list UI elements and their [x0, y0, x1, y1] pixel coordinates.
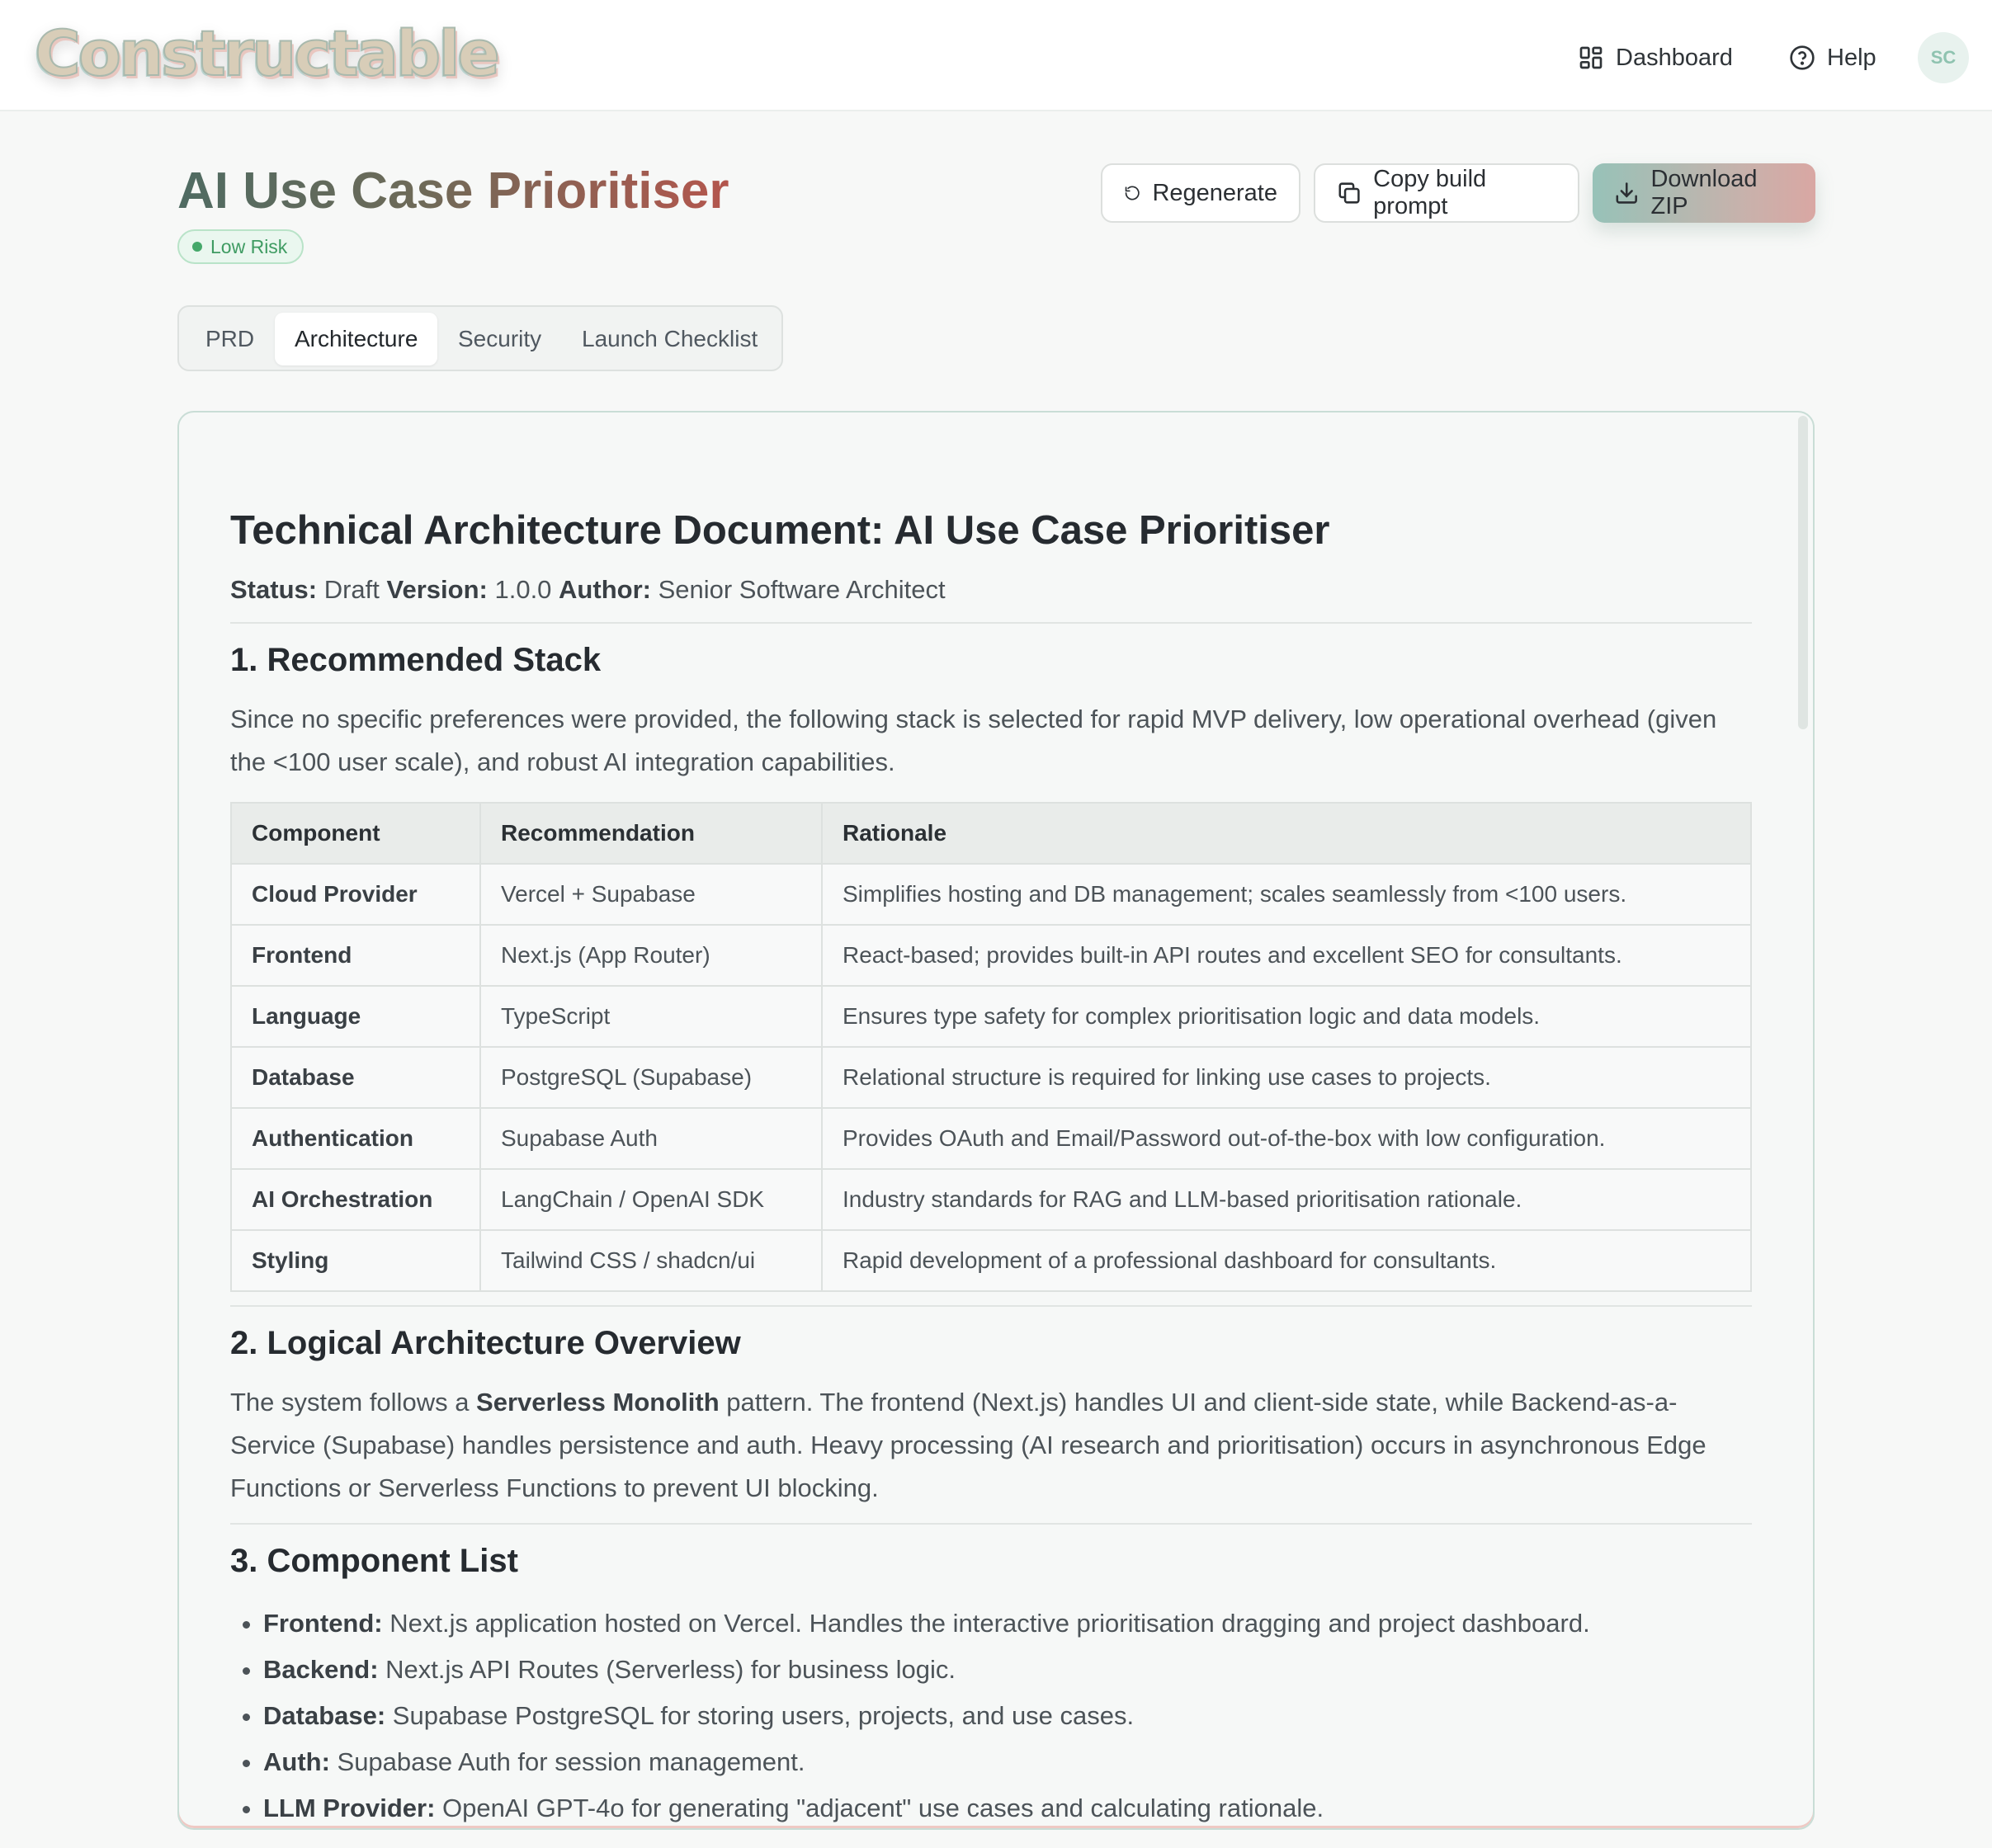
table-cell: Styling	[231, 1230, 480, 1291]
table-cell: Simplifies hosting and DB management; scales seamlessly from <100 users.	[822, 864, 1751, 925]
document-content	[230, 502, 1752, 1830]
list-item-term: Backend:	[263, 1655, 379, 1684]
table-cell: Cloud Provider	[231, 864, 480, 925]
list-item-text: Supabase PostgreSQL for storing users, projects, and use cases.	[385, 1701, 1135, 1730]
avatar[interactable]: SC	[1918, 32, 1969, 83]
status-dot-icon	[192, 242, 202, 252]
table-cell: TypeScript	[480, 986, 822, 1047]
column-header: Recommendation	[480, 803, 822, 864]
column-header: Component	[231, 803, 480, 864]
version-label: Version:	[386, 575, 488, 604]
page-title: AI Use Case Prioritiser	[177, 158, 729, 224]
table-cell: Database	[231, 1047, 480, 1108]
logo[interactable]: Constructable	[35, 16, 498, 90]
risk-badge	[177, 229, 304, 264]
scrollbar-thumb[interactable]	[1798, 416, 1808, 729]
table-cell: Industry standards for RAG and LLM-based prioritisation rationale.	[822, 1169, 1751, 1230]
help-circle-icon	[1789, 45, 1815, 71]
architecture-overview	[230, 1381, 1752, 1510]
table-row	[231, 1230, 1751, 1291]
list-item-term: Auth:	[263, 1747, 330, 1776]
table-header-row	[231, 803, 1751, 864]
status-label: Status:	[230, 575, 318, 604]
list-item-term: Database:	[263, 1701, 386, 1730]
section-heading-stack: 1. Recommended Stack	[230, 642, 602, 678]
stack-table	[230, 802, 1752, 1292]
list-item	[263, 1600, 1752, 1647]
list-item-text: Supabase Auth for session management.	[329, 1747, 805, 1776]
download-icon	[1614, 180, 1639, 206]
table-row	[231, 864, 1751, 925]
list-item	[263, 1647, 1752, 1693]
list-item-text: Next.js application hosted on Vercel. Handles the interactive prioritisation dragging and project dashboard.	[382, 1609, 1590, 1638]
nav-help-label: Help	[1827, 44, 1876, 71]
author-label: Author:	[559, 575, 651, 604]
dashboard-grid-icon	[1578, 45, 1604, 71]
column-header: Rationale	[822, 803, 1751, 864]
status-value: Draft	[323, 575, 380, 604]
divider	[230, 1305, 1752, 1307]
table-cell: Provides OAuth and Email/Password out-of-the-box with low configuration.	[822, 1108, 1751, 1169]
divider	[230, 1523, 1752, 1525]
overview-text: The system follows a	[230, 1388, 477, 1417]
document-panel[interactable]	[177, 411, 1815, 1830]
table-row	[231, 1169, 1751, 1230]
section-heading-components: 3. Component List	[230, 1543, 518, 1579]
list-item	[263, 1739, 1752, 1785]
table-row	[231, 1108, 1751, 1169]
list-item-text: OpenAI GPT-4o for generating "adjacent" use cases and calculating rationale.	[435, 1794, 1324, 1822]
tab-architecture[interactable]: Architecture	[275, 313, 437, 365]
table-cell: Relational structure is required for linking use cases to projects.	[822, 1047, 1751, 1108]
table-row	[231, 986, 1751, 1047]
regenerate-button[interactable]	[1101, 163, 1300, 223]
list-item	[263, 1693, 1752, 1739]
section-heading-architecture: 2. Logical Architecture Overview	[230, 1325, 741, 1361]
table-cell: Next.js (App Router)	[480, 925, 822, 986]
table-cell: Ensures type safety for complex prioritisation logic and data models.	[822, 986, 1751, 1047]
overview-text: pattern. The frontend (Next.js) handles UI and client-side state, while Backend-as-a-Service (Supabase) handles persistence and auth. Heavy processing (AI research and prioritisation) occurs in asynchronous Edge Functions or Serverless Functions to prevent UI blocking.	[230, 1388, 1706, 1502]
table-cell: LangChain / OpenAI SDK	[480, 1169, 822, 1230]
copy-build-prompt-label: Copy build prompt	[1373, 166, 1487, 219]
table-cell: PostgreSQL (Supabase)	[480, 1047, 822, 1108]
stack-intro: Since no specific preferences were provided, the following stack is selected for rapid MVP delivery, low operational overhead (given the <100 user scale), and robust AI integration capabilities.	[230, 705, 1717, 776]
doc-tabs	[177, 305, 783, 371]
overview-emphasis: Serverless Monolith	[476, 1388, 720, 1417]
download-zip-button[interactable]	[1593, 163, 1815, 223]
table-row	[231, 1047, 1751, 1108]
table-cell: Language	[231, 986, 480, 1047]
table-cell: Authentication	[231, 1108, 480, 1169]
table-cell: Tailwind CSS / shadcn/ui	[480, 1230, 822, 1291]
top-bar	[0, 0, 1992, 111]
copy-build-prompt-button[interactable]	[1314, 163, 1579, 223]
regenerate-label: Regenerate	[1152, 179, 1277, 206]
copy-icon	[1337, 180, 1362, 206]
divider	[230, 622, 1752, 624]
refresh-icon	[1124, 180, 1140, 206]
download-zip-label: Download ZIP	[1650, 166, 1758, 219]
component-list	[230, 1600, 1752, 1830]
table-cell: React-based; provides built-in API routes and excellent SEO for consultants.	[822, 925, 1751, 986]
risk-badge-label: Low Risk	[210, 235, 288, 257]
table-cell: Vercel + Supabase	[480, 864, 822, 925]
document-meta	[230, 571, 1752, 609]
version-value: 1.0.0	[494, 575, 552, 604]
nav-help[interactable]	[1789, 38, 1876, 78]
table-cell: Frontend	[231, 925, 480, 986]
nav-dashboard[interactable]	[1578, 38, 1733, 78]
list-item-text: Next.js API Routes (Serverless) for business logic.	[378, 1655, 956, 1684]
list-item-term: LLM Provider:	[263, 1794, 436, 1822]
tab-security[interactable]: Security	[458, 326, 542, 351]
table-cell: Supabase Auth	[480, 1108, 822, 1169]
tab-prd[interactable]: PRD	[205, 326, 255, 351]
nav-dashboard-label: Dashboard	[1616, 44, 1733, 71]
table-row	[231, 925, 1751, 986]
author-value: Senior Software Architect	[658, 575, 946, 604]
list-item	[263, 1785, 1752, 1830]
table-cell: AI Orchestration	[231, 1169, 480, 1230]
list-item-term: Frontend:	[263, 1609, 383, 1638]
table-cell: Rapid development of a professional dashboard for consultants.	[822, 1230, 1751, 1291]
tab-launch-checklist[interactable]: Launch Checklist	[582, 326, 758, 351]
document-title: Technical Architecture Document: AI Use Case Prioritiser	[230, 508, 1330, 553]
